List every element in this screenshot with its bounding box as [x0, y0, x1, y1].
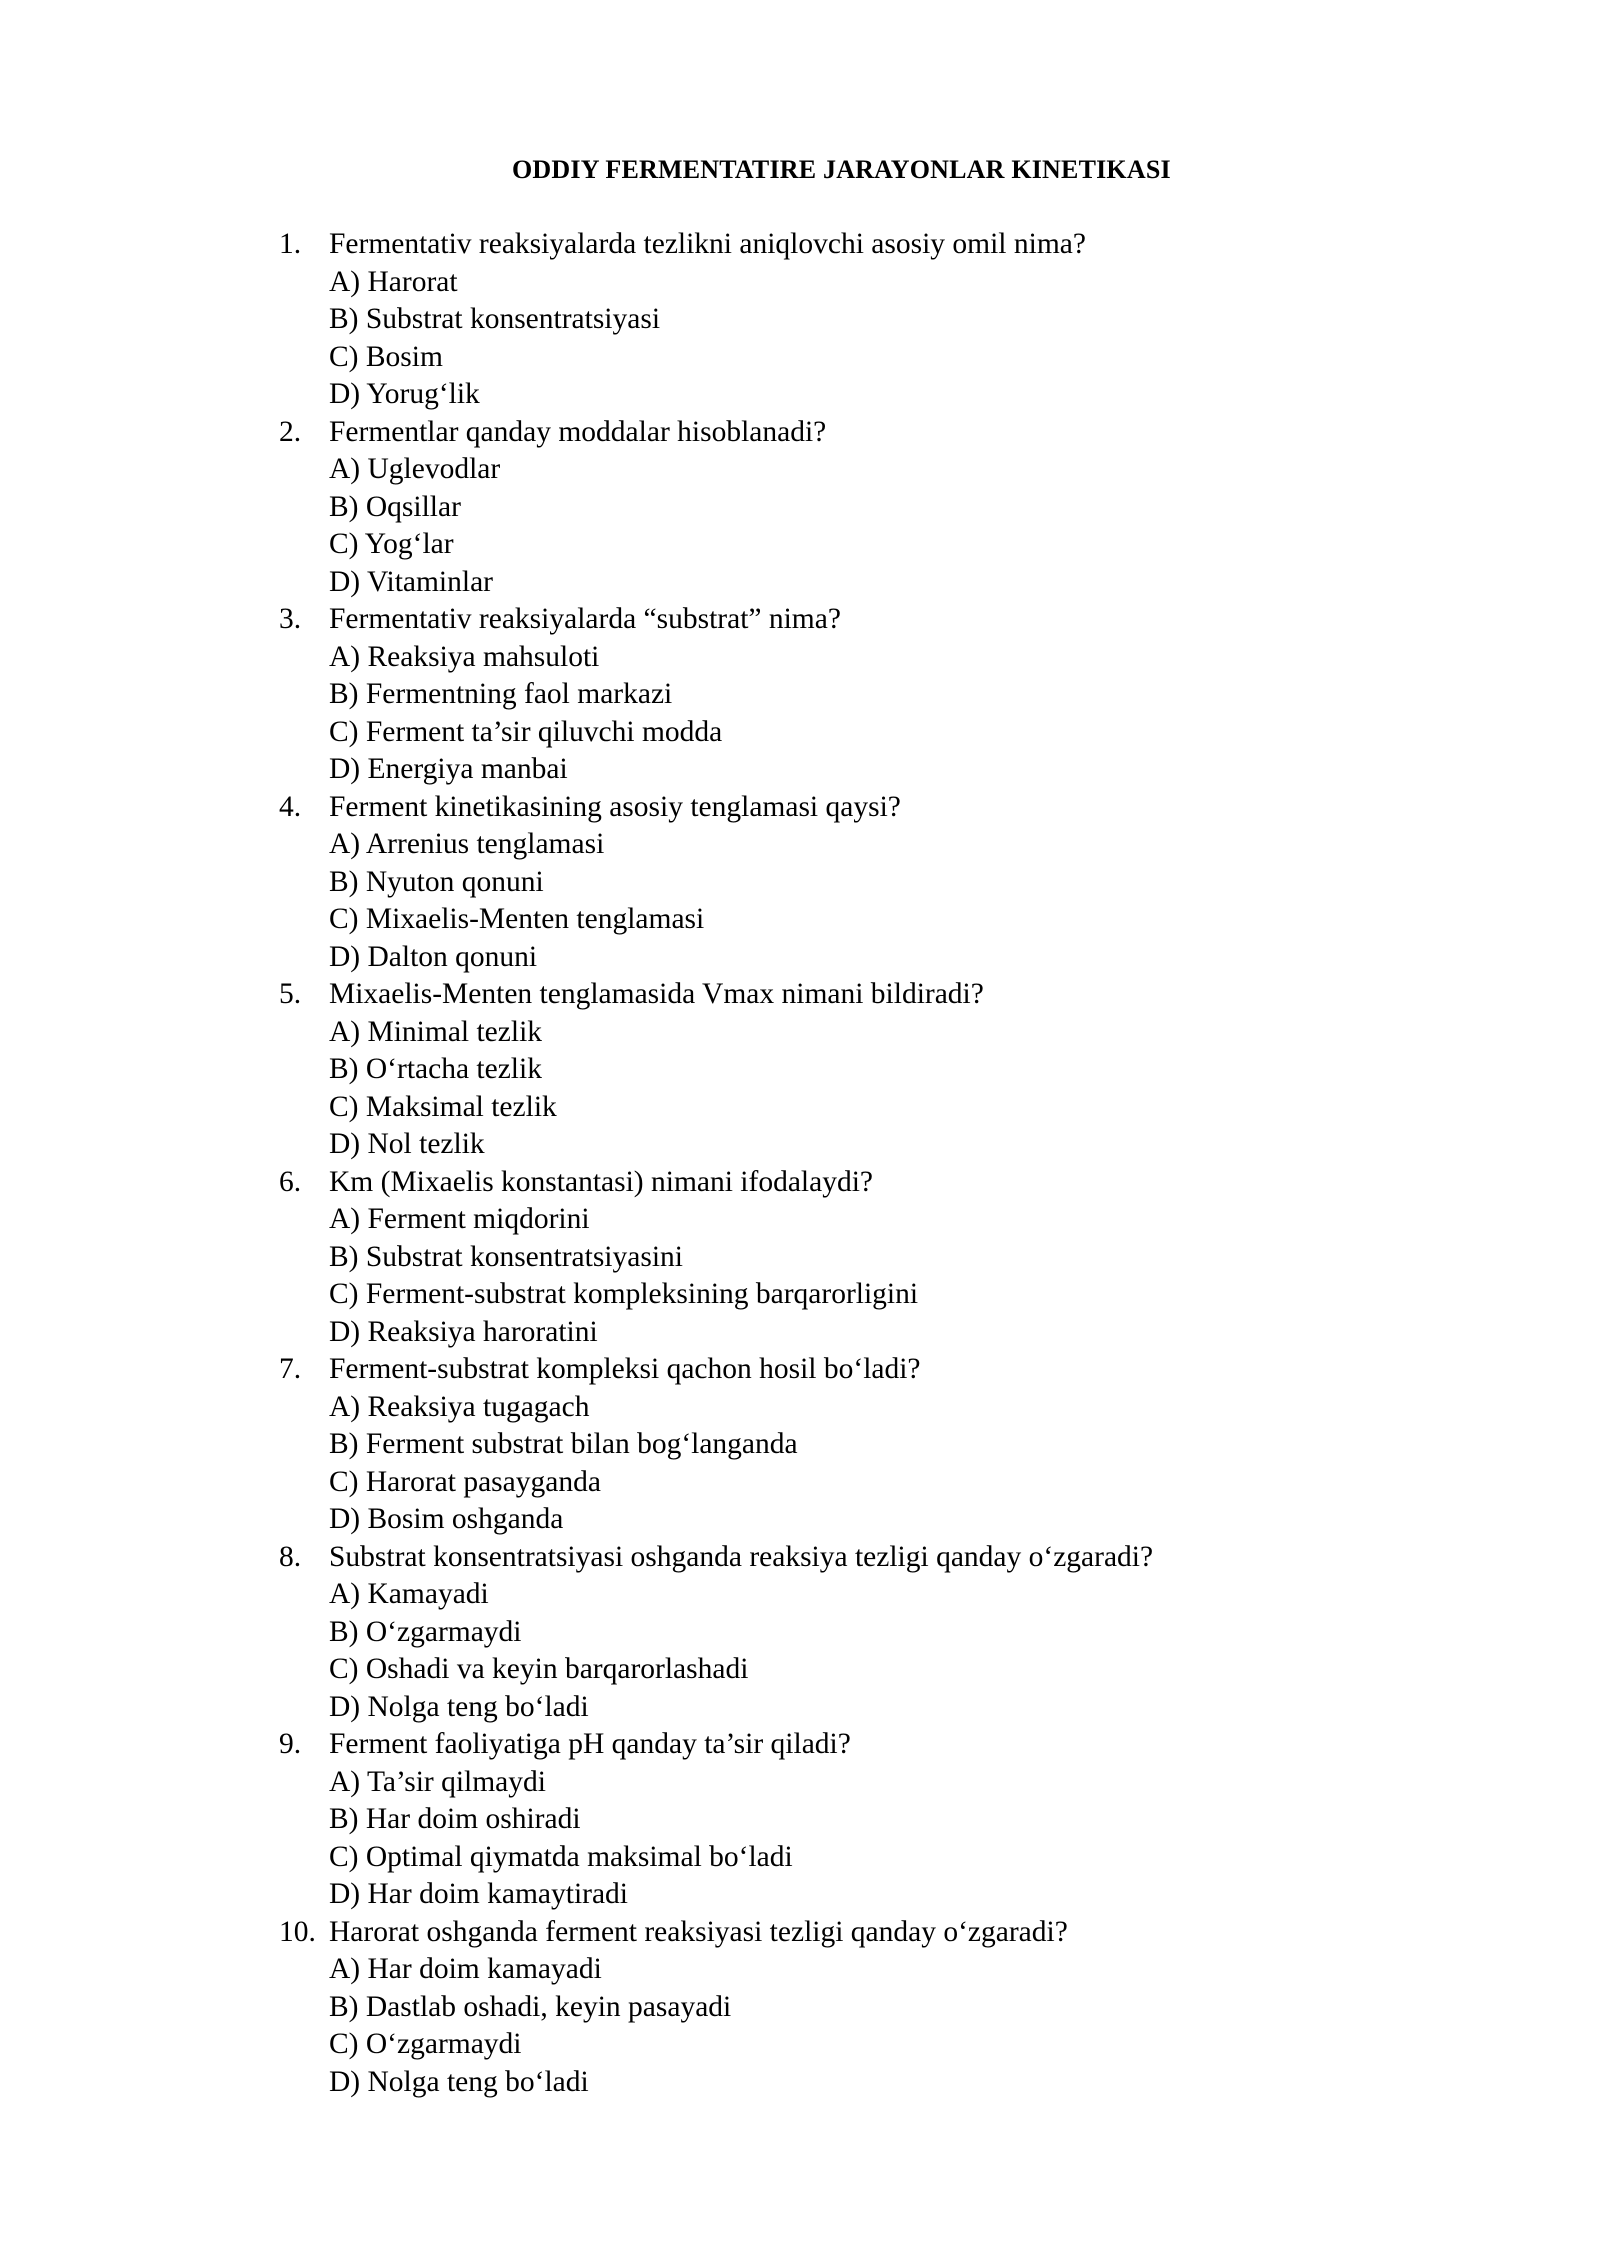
question-text: Fermentlar qanday moddalar hisoblanadi? — [329, 415, 827, 448]
answer-option: D) Yorug‘lik — [329, 378, 480, 410]
answer-option: A) Har doim kamayadi — [329, 1953, 602, 1985]
answer-option: A) Harorat — [329, 265, 458, 298]
question-text: Ferment kinetikasining asosiy tenglamasi qaysi? — [329, 790, 901, 823]
answer-option: C) Yog‘lar — [329, 528, 454, 560]
question-number: 2. — [279, 415, 302, 448]
question-text: Substrat konsentratsiyasi oshganda reaksiya tezligi qanday o‘zgaradi? — [329, 1540, 1154, 1573]
page-title: ODDIY FERMENTATIRE JARAYONLAR KINETIKASI — [512, 155, 1171, 184]
answer-option: D) Dalton qonuni — [329, 940, 538, 973]
question-number: 5. — [279, 978, 302, 1010]
answer-option: B) Substrat konsentratsiyasini — [329, 1240, 683, 1273]
answer-option: C) Harorat pasayganda — [329, 1465, 601, 1498]
answer-option: D) Energiya manbai — [329, 753, 568, 785]
question-number: 4. — [279, 790, 302, 823]
answer-option: A) Kamayadi — [329, 1578, 489, 1610]
answer-option: B) Substrat konsentratsiyasi — [329, 303, 661, 335]
answer-option: D) Nol tezlik — [329, 1128, 485, 1160]
question-text: Fermentativ reaksiyalarda tezlikni aniqlovchi asosiy omil nima? — [329, 228, 1086, 260]
answer-option: A) Minimal tezlik — [329, 1015, 543, 1048]
answer-option: A) Ferment miqdorini — [329, 1203, 590, 1235]
answer-option: A) Uglevodlar — [329, 453, 501, 485]
question-number: 10. — [279, 1915, 316, 1948]
answer-option: D) Reaksiya haroratini — [329, 1315, 598, 1348]
answer-option: D) Nolga teng bo‘ladi — [329, 2065, 589, 2098]
question-text: Km (Mixaelis konstantasi) nimani ifodalaydi? — [329, 1165, 873, 1198]
answer-option: C) Oshadi va keyin barqarorlashadi — [329, 1653, 749, 1685]
answer-option: A) Arrenius tenglamasi — [329, 828, 605, 860]
question-text: Ferment faoliyatiga pH qanday ta’sir qiladi? — [329, 1728, 851, 1760]
answer-option: A) Ta’sir qilmaydi — [329, 1765, 546, 1798]
answer-option: C) Mixaelis-Menten tenglamasi — [329, 903, 705, 935]
answer-option: C) Maksimal tezlik — [329, 1090, 557, 1123]
answer-option: C) O‘zgarmaydi — [329, 2028, 522, 2060]
answer-option: B) Ferment substrat bilan bog‘langanda — [329, 1428, 798, 1460]
question-number: 6. — [279, 1165, 302, 1198]
answer-option: C) Ferment ta’sir qiluvchi modda — [329, 715, 723, 748]
question-number: 8. — [279, 1540, 302, 1573]
question-number: 7. — [279, 1353, 302, 1385]
answer-option: B) Har doim oshiradi — [329, 1803, 581, 1835]
question-text: Fermentativ reaksiyalarda “substrat” nima? — [329, 603, 841, 635]
answer-option: B) O‘rtacha tezlik — [329, 1053, 542, 1085]
answer-option: B) O‘zgarmaydi — [329, 1615, 522, 1648]
question-text: Harorat oshganda ferment reaksiyasi tezligi qanday o‘zgaradi? — [329, 1915, 1068, 1948]
answer-option: B) Nyuton qonuni — [329, 865, 544, 898]
question-number: 1. — [279, 228, 302, 260]
answer-option: C) Optimal qiymatda maksimal bo‘ladi — [329, 1840, 793, 1873]
question-text: Ferment-substrat kompleksi qachon hosil bo‘ladi? — [329, 1353, 921, 1385]
question-number: 9. — [279, 1728, 302, 1760]
question-text: Mixaelis-Menten tenglamasida Vmax nimani bildiradi? — [329, 978, 984, 1010]
answer-option: D) Vitaminlar — [329, 565, 493, 598]
answer-option: D) Nolga teng bo‘ladi — [329, 1690, 589, 1723]
answer-option: A) Reaksiya tugagach — [329, 1390, 590, 1423]
question-number: 3. — [279, 603, 302, 635]
answer-option: D) Bosim oshganda — [329, 1503, 564, 1535]
answer-option: D) Har doim kamaytiradi — [329, 1878, 629, 1910]
answer-option: B) Fermentning faol markazi — [329, 678, 673, 710]
answer-option: A) Reaksiya mahsuloti — [329, 640, 600, 673]
answer-option: C) Ferment-substrat kompleksining barqarorligini — [329, 1278, 919, 1310]
answer-option: B) Oqsillar — [329, 490, 461, 523]
answer-option: C) Bosim — [329, 340, 443, 373]
answer-option: B) Dastlab oshadi, keyin pasayadi — [329, 1990, 732, 2023]
